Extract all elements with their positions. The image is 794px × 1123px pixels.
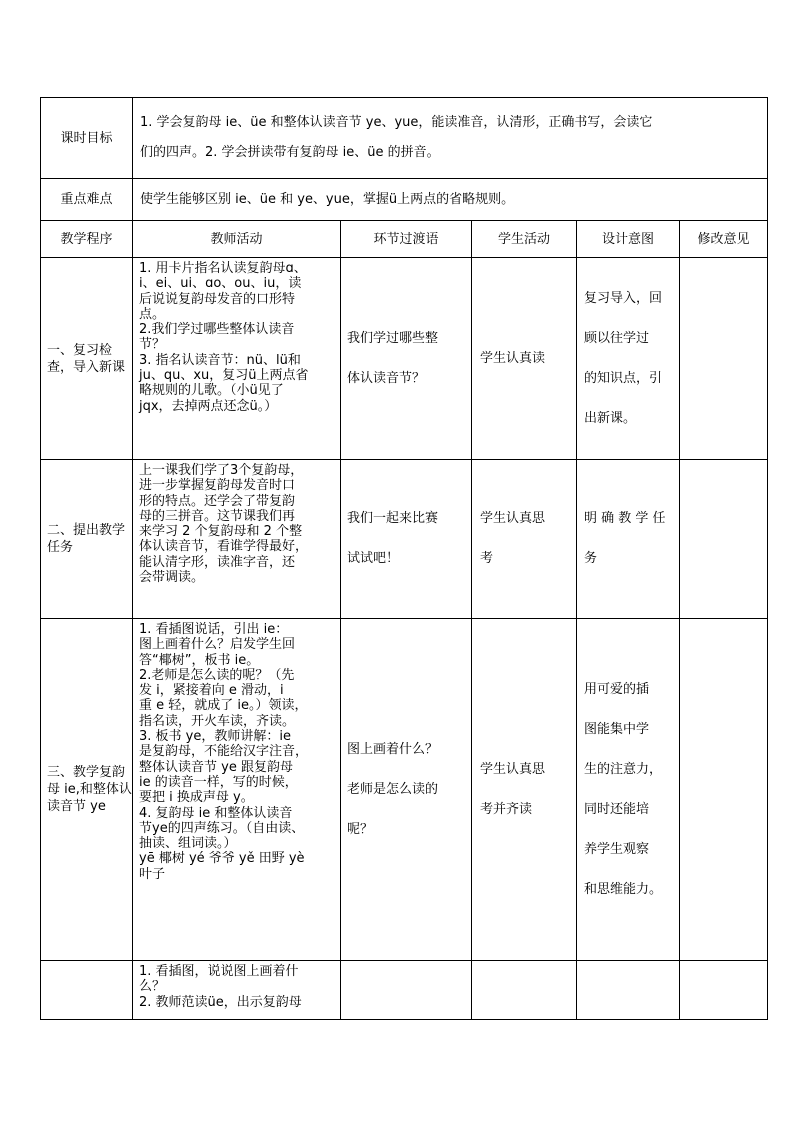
teacher-line: 1. 看插图说话，引出 ie： <box>139 622 289 637</box>
teacher-line: 答“椰树”，板书 ie。 <box>139 652 260 668</box>
table-row <box>41 258 768 460</box>
transition-line: 我们学过哪些整 <box>347 330 439 346</box>
teacher-line: 略规则的儿歌。（小ü见了 <box>139 383 284 399</box>
teacher-line: 2. 教师范读üe，出示复韵母 <box>139 994 302 1010</box>
student-activity-cell <box>472 961 577 1020</box>
teacher-line: 1. 用卡片指名认读复韵母ɑ、 <box>139 261 307 276</box>
transition-line: 试试吧！ <box>347 551 400 566</box>
teacher-line: 发 i，紧接着向 e 滑动，i <box>139 683 284 699</box>
teacher-line: 指名读，开火车读，齐读。 <box>139 713 296 729</box>
teacher-activity-cell <box>133 961 341 1020</box>
transition-line: 我们一起来比赛 <box>347 511 439 526</box>
transition-cell <box>341 460 472 619</box>
transition-cell <box>341 961 472 1020</box>
col-header-procedure: 教学程序 <box>41 221 133 258</box>
design-line: 务 <box>584 551 598 566</box>
goal-label: 课时目标 <box>41 98 133 179</box>
design-intent-cell <box>577 460 680 619</box>
student-line: 学生认真读 <box>480 350 546 366</box>
table-row <box>41 460 768 619</box>
teacher-line: 是复韵母，不能给汉字注音， <box>139 744 309 760</box>
teacher-line: 后说说复韵母发音的口形特 <box>139 291 296 307</box>
design-line: 复习导入，回 <box>584 290 663 306</box>
revision-cell <box>680 460 768 619</box>
col-header-student: 学生活动 <box>472 221 577 258</box>
student-activity-cell <box>472 619 577 961</box>
design-line: 的知识点，引 <box>584 370 663 386</box>
teacher-line: 形的特点。还学会了带复韵 <box>139 493 296 509</box>
col-header-design: 设计意图 <box>577 221 680 258</box>
design-intent-cell <box>577 961 680 1020</box>
teacher-line: 体认读音节，看谁学得最好， <box>139 539 309 555</box>
key-text: 使学生能够区别 ie、üe 和 ye、yue，掌握ü上两点的省略规则。 <box>133 179 768 221</box>
teacher-line: yē 椰树 yé 爷爷 yě 田野 yè <box>139 851 305 867</box>
teacher-line: 么？ <box>139 979 166 995</box>
transition-cell <box>341 619 472 961</box>
teacher-activity-cell <box>133 619 341 961</box>
column-header-row <box>41 221 768 258</box>
teacher-line: 4. 复韵母 ie 和整体认读音 <box>139 805 293 821</box>
transition-line: 图上画着什么？ <box>347 741 439 757</box>
table-row <box>41 619 768 961</box>
goal-line-2: 们的四声。2. 学会拼读带有复韵母 ie、üe 的拼音。 <box>140 145 440 160</box>
teacher-line: 叶子 <box>139 866 166 882</box>
teacher-line: 抽读、组词读。） <box>139 836 237 852</box>
key-label: 重点难点 <box>41 179 133 221</box>
goal-line-1: 1. 学会复韵母 ie、üe 和整体认读音节 ye、yue，能读准音，认清形，正确书写，会读它 <box>140 115 653 130</box>
col-header-revision: 修改意见 <box>680 221 768 258</box>
teacher-line: 2.我们学过哪些整体认读音 <box>139 322 295 338</box>
teacher-line: i、ei、ui、ɑo、ou、iu，读 <box>139 276 302 292</box>
design-line: 用可爱的插 <box>584 681 650 697</box>
teacher-line: 来学习 2 个复韵母和 2 个整 <box>139 524 303 540</box>
student-line: 学生认真思 <box>480 511 546 526</box>
key-row <box>41 179 768 221</box>
table-row <box>41 961 768 1020</box>
teacher-line: ie 的读音一样，写的时候， <box>139 774 298 790</box>
revision-cell <box>680 258 768 460</box>
teacher-line: 节？ <box>139 337 166 353</box>
design-line: 明 确 教 学 任 <box>584 511 666 526</box>
transition-cell <box>341 258 472 460</box>
design-line: 和思维能力。 <box>584 881 663 897</box>
teacher-line: 图上画着什么？启发学生回 <box>139 637 296 653</box>
teacher-line: 能认清字形，读准字音，还 <box>139 554 296 570</box>
teacher-activity-cell <box>133 460 341 619</box>
teacher-activity-cell <box>133 258 341 460</box>
revision-cell <box>680 619 768 961</box>
design-line: 生的注意力， <box>584 761 663 777</box>
teacher-line: 3. 指名认读音节：nü、lü和 <box>139 352 301 368</box>
design-line: 图能集中学 <box>584 721 650 737</box>
lesson-plan-table <box>40 97 768 1020</box>
teacher-line: 要把 i 换成声母 y。 <box>139 790 254 806</box>
teacher-line: 进一步掌握复韵母发音时口 <box>139 478 296 494</box>
teacher-line: 1. 看插图，说说图上画着什 <box>139 964 299 979</box>
procedure-cell <box>41 961 133 1020</box>
teacher-line: 上一课我们学了3个复韵母， <box>139 463 304 478</box>
design-line: 养学生观察 <box>584 841 650 857</box>
student-line: 学生认真思 <box>480 761 546 777</box>
teacher-line: 点。 <box>139 306 166 322</box>
goal-text <box>133 98 768 179</box>
teacher-line: 节ye的四声练习。（自由读、 <box>139 820 305 836</box>
student-activity-cell <box>472 460 577 619</box>
procedure-cell: 二、提出教学任务 <box>41 460 133 619</box>
transition-line: 老师是怎么读的 <box>347 781 439 797</box>
design-line: 出新课。 <box>584 410 637 426</box>
transition-line: 呢？ <box>347 821 374 837</box>
teacher-line: 重 e 轻，就成了 ie。）领读， <box>139 698 308 714</box>
teacher-line: 会带调读。 <box>139 570 205 586</box>
procedure-cell: 一、复习检查，导入新课 <box>41 258 133 460</box>
col-header-teacher: 教师活动 <box>133 221 341 258</box>
design-line: 同时还能培 <box>584 801 650 817</box>
teacher-line: 整体认读音节 ye 跟复韵母 <box>139 759 293 775</box>
design-intent-cell <box>577 619 680 961</box>
student-activity-cell <box>472 258 577 460</box>
teacher-line: ju、qu、xu，复习ü上两点省 <box>139 368 309 384</box>
col-header-transition: 环节过渡语 <box>341 221 472 258</box>
student-line: 考并齐读 <box>480 801 533 817</box>
goal-row <box>41 98 768 179</box>
student-line: 考 <box>480 551 494 566</box>
transition-line: 体认读音节？ <box>347 370 426 386</box>
design-line: 顾以往学过 <box>584 330 650 346</box>
teacher-line: 3. 板书 ye，教师讲解：ie <box>139 729 291 745</box>
design-intent-cell <box>577 258 680 460</box>
teacher-line: 母的三拼音。这节课我们再 <box>139 508 296 524</box>
teacher-line: jqx，去掉两点还念ü。） <box>139 398 278 414</box>
procedure-cell: 三、教学复韵母 ie,和整体认读音节 ye <box>41 619 133 961</box>
revision-cell <box>680 961 768 1020</box>
teacher-line: 2.老师是怎么读的呢？（先 <box>139 667 295 683</box>
